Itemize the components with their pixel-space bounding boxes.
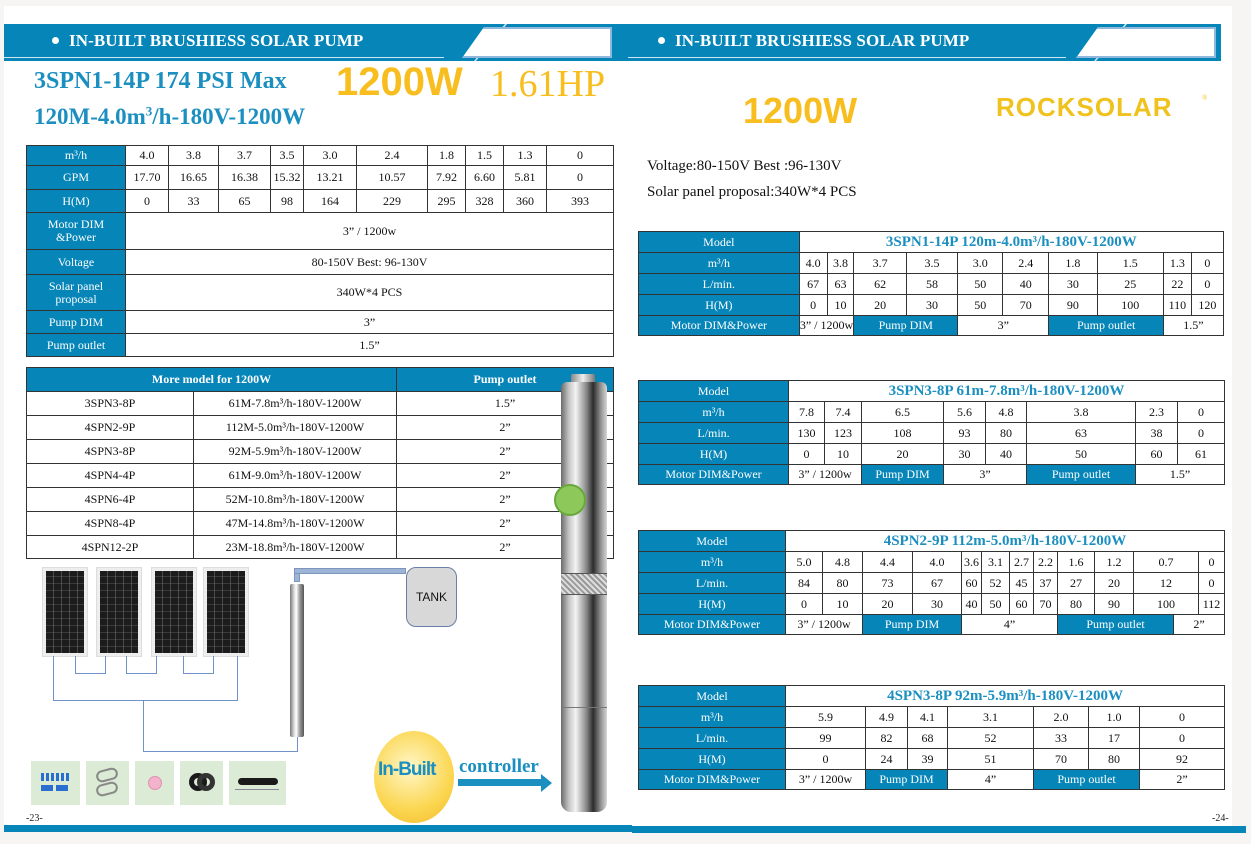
cell: 50 [958, 295, 1003, 316]
performance-table [26, 145, 614, 357]
spec-cell: 61M-9.0m³/h-180V-1200W [194, 464, 397, 488]
cell: 33 [1034, 728, 1089, 749]
motor-label: Motor DIM &Power [27, 213, 126, 250]
registered-mark: ® [1202, 94, 1208, 102]
cell: 2.2 [1034, 552, 1058, 573]
cell: 60 [1136, 444, 1178, 465]
cell: 2.0 [1034, 707, 1089, 728]
cell: 30 [1049, 274, 1097, 295]
cell: 3.5 [271, 146, 304, 166]
cell: 60 [1010, 594, 1034, 615]
pump-outlet-label: Pump outlet [1027, 465, 1136, 485]
cell: 67 [913, 573, 962, 594]
outlet-cell: 2” [397, 512, 614, 536]
cell: 0 [1199, 573, 1225, 594]
cell: 100 [1134, 594, 1199, 615]
cell: 2.3 [1136, 402, 1178, 423]
pump-dim-label: Pump DIM [863, 615, 962, 635]
arrow-icon [458, 779, 542, 786]
cell: 20 [854, 295, 907, 316]
cell: 17.70 [126, 166, 169, 190]
table-row [27, 488, 614, 512]
cell: 3.1 [948, 707, 1034, 728]
arrow-head-icon [541, 774, 552, 792]
cell: 7.4 [825, 402, 862, 423]
cell: 84 [786, 573, 823, 594]
solar-panel-icon [42, 567, 88, 657]
cell: 0 [786, 594, 823, 615]
model-label: Model [639, 686, 786, 707]
lmin-label: L/min. [639, 728, 786, 749]
cell: 0 [1178, 402, 1225, 423]
model-title: 3SPN1-14P 120m-4.0m³/h-180V-1200W [799, 232, 1223, 253]
cell: 10 [825, 444, 862, 465]
band-tab [462, 27, 612, 58]
wire [143, 701, 298, 752]
cell: 0 [547, 146, 614, 166]
cell: 51 [948, 749, 1034, 770]
motor-label: Motor DIM&Power [639, 465, 789, 485]
lmin-label: L/min. [639, 423, 789, 444]
cell: 61 [1178, 444, 1225, 465]
cell: 1.6 [1058, 552, 1095, 573]
pump-outlet-value: 2” [1174, 615, 1225, 635]
outlet-cell: 2” [397, 440, 614, 464]
model-cell: 4SPN4-4P [27, 464, 194, 488]
cell: 1.2 [1095, 552, 1134, 573]
cell: 229 [357, 190, 428, 213]
model-label: Model [639, 531, 786, 552]
cell: 67 [799, 274, 827, 295]
pump-dim-label: Pump DIM [854, 316, 958, 336]
cell: 0 [547, 166, 614, 190]
model-cell: 3SPN3-8P [27, 392, 194, 416]
cell: 80 [986, 423, 1027, 444]
pump-outlet-label: Pump outlet [1058, 615, 1174, 635]
pump-outlet-label: Pump outlet [27, 334, 126, 357]
cell: 20 [1095, 573, 1134, 594]
flow-row [27, 146, 614, 166]
band-tab [1076, 27, 1216, 58]
panel-label: Solar panel proposal [27, 275, 126, 311]
spec-sup: 3 [145, 103, 153, 119]
cell: 1.3 [504, 146, 547, 166]
voltage-value: 80-150V Best: 96-130V [126, 250, 614, 275]
cell: 0 [1178, 423, 1225, 444]
cell: 80 [823, 573, 863, 594]
table-row [27, 536, 614, 559]
cell: 93 [944, 423, 986, 444]
more-models-table [26, 367, 614, 559]
cell: 0 [1191, 253, 1223, 274]
flow-label: m³/h [639, 253, 800, 274]
page-number-left: -23- [26, 813, 43, 824]
cell: 15.32 [271, 166, 304, 190]
cell: 3.0 [958, 253, 1003, 274]
spec-cell: 92M-5.9m³/h-180V-1200W [194, 440, 397, 464]
lmin-label: L/min. [639, 573, 786, 594]
cell: 3.6 [962, 552, 982, 573]
cell: 3.7 [854, 253, 907, 274]
gpm-row [27, 166, 614, 190]
pump-dim-label: Pump DIM [862, 465, 944, 485]
model-spec-line [34, 104, 305, 130]
cell: 110 [1163, 295, 1191, 316]
panel-proposal-line: Solar panel proposal:340W*4 PCS [647, 184, 857, 200]
cell: 24 [866, 749, 908, 770]
cell: 4.4 [863, 552, 913, 573]
cell: 3.1 [982, 552, 1010, 573]
cell: 82 [866, 728, 908, 749]
more-models-title: More model for 1200W [27, 368, 397, 392]
cell: 7.92 [428, 166, 466, 190]
cell: 0 [786, 749, 866, 770]
cell: 16.65 [169, 166, 219, 190]
cell: 30 [944, 444, 986, 465]
left-header-title [52, 31, 363, 51]
pipe [294, 568, 406, 574]
cell: 4.8 [823, 552, 863, 573]
cell: 13.21 [304, 166, 357, 190]
cell: 50 [1027, 444, 1136, 465]
cell: 98 [271, 190, 304, 213]
cell: 5.9 [786, 707, 866, 728]
carabiner-clips-icon [86, 761, 129, 805]
cell: 3.5 [906, 253, 957, 274]
cell: 130 [789, 423, 825, 444]
lmin-label: L/min. [639, 274, 800, 295]
motor-label: Motor DIM&Power [639, 615, 786, 635]
table-row [27, 392, 614, 416]
page-number-right: -24- [1212, 813, 1229, 824]
cable-tie-tool-icon [229, 761, 286, 805]
table-row [27, 512, 614, 536]
cell: 22 [1163, 274, 1191, 295]
solar-panel-icon [203, 567, 249, 657]
pump-image [561, 382, 607, 812]
spec-cell: 47M-14.8m³/h-180V-1200W [194, 512, 397, 536]
cell: 20 [863, 594, 913, 615]
tank-label: TANK [415, 590, 448, 604]
left-footer-bar [4, 825, 632, 832]
model-cell: 4SPN2-9P [27, 416, 194, 440]
outlet-cell: 2” [397, 464, 614, 488]
cell: 393 [547, 190, 614, 213]
cell: 30 [913, 594, 962, 615]
motor-label: Motor DIM&Power [639, 316, 800, 336]
tank [406, 567, 457, 627]
cell: 2.7 [1010, 552, 1034, 573]
cell: 164 [304, 190, 357, 213]
right-header-band [628, 24, 1221, 61]
panel-row [27, 275, 614, 311]
flow-label: m³/h [639, 402, 789, 423]
cell: 90 [1095, 594, 1134, 615]
motor-value: 3” / 1200w [786, 615, 863, 635]
brand-logo: ROCKSOLAR [996, 92, 1173, 122]
spec-cell: 112M-5.0m³/h-180V-1200W [194, 416, 397, 440]
cell: 60 [962, 573, 982, 594]
cell: 3.8 [1027, 402, 1136, 423]
cell: 4.8 [986, 402, 1027, 423]
bullet-icon [52, 37, 59, 44]
cell: 25 [1097, 274, 1163, 295]
cell: 12 [1134, 573, 1199, 594]
controller-label: controller [459, 756, 539, 777]
cell: 63 [827, 274, 854, 295]
voltage-line: Voltage:80-150V Best :96-130V [647, 158, 842, 174]
cell: 45 [1010, 573, 1034, 594]
pump-dim-label: Pump DIM [866, 770, 948, 790]
spec-cell: 52M-10.8m³/h-180V-1200W [194, 488, 397, 512]
cell: 80 [1089, 749, 1140, 770]
right-power-watts: 1200W [743, 90, 858, 131]
head-label: H(M) [639, 444, 789, 465]
model-label: Model [639, 381, 789, 402]
flow-label: m³/h [639, 552, 786, 573]
pump-outlet-row [27, 334, 614, 357]
cell: 123 [825, 423, 862, 444]
cell: 3.0 [304, 146, 357, 166]
power-hp: 1.61HP [490, 63, 606, 105]
cell: 4.0 [126, 146, 169, 166]
cell: 1.0 [1089, 707, 1140, 728]
cell: 30 [906, 295, 957, 316]
cell: 40 [986, 444, 1027, 465]
more-models-header [27, 368, 614, 392]
cell: 112 [1199, 594, 1225, 615]
cell: 68 [908, 728, 948, 749]
pump-outlet-value: 1.5” [126, 334, 614, 357]
cell: 1.5 [466, 146, 504, 166]
model-title: 3SPN3-8P 61m-7.8m³/h-180V-1200W [789, 381, 1225, 402]
cell: 40 [1003, 274, 1049, 295]
panel-value: 340W*4 PCS [126, 275, 614, 311]
model-table-3spn1-14p [638, 231, 1224, 336]
head-label: H(M) [639, 295, 800, 316]
cell: 10 [823, 594, 863, 615]
bullet-icon [658, 37, 665, 44]
model-label: Model [639, 232, 800, 253]
cell: 37 [1034, 573, 1058, 594]
table-row [27, 440, 614, 464]
solar-panel-icon [151, 567, 197, 657]
motor-value: 3” / 1200w [126, 213, 614, 250]
pump-dim-label: Pump DIM [27, 311, 126, 334]
cell: 10.57 [357, 166, 428, 190]
model-cell: 4SPN6-4P [27, 488, 194, 512]
head-label: H(M) [639, 594, 786, 615]
cell: 1.8 [1049, 253, 1097, 274]
cell: 100 [1097, 295, 1163, 316]
cell: 6.5 [862, 402, 944, 423]
cell: 39 [908, 749, 948, 770]
cell: 1.8 [428, 146, 466, 166]
outlet-cell: 1.5” [397, 392, 614, 416]
mini-pump-icon [290, 584, 304, 737]
cell: 80 [1058, 594, 1095, 615]
certification-badge-icon [554, 484, 586, 516]
head-label: H(M) [639, 749, 786, 770]
pump-dim-value: 4” [948, 770, 1034, 790]
model-title: 4SPN3-8P 92m-5.9m³/h-180V-1200W [786, 686, 1225, 707]
tape-rolls-icon [180, 761, 223, 805]
cell: 120 [1191, 295, 1223, 316]
cell: 65 [219, 190, 271, 213]
cell: 6.60 [466, 166, 504, 190]
cell: 0 [1140, 707, 1225, 728]
motor-value: 3” / 1200w [799, 316, 854, 336]
cell: 70 [1034, 749, 1089, 770]
pump-dim-value: 3” [944, 465, 1027, 485]
cell: 40 [962, 594, 982, 615]
motor-value: 3” / 1200w [786, 770, 866, 790]
outlet-header: Pump outlet [397, 368, 614, 392]
cell: 17 [1089, 728, 1140, 749]
motor-value: 3” / 1200w [789, 465, 862, 485]
cell: 1.5 [1097, 253, 1163, 274]
cell: 295 [428, 190, 466, 213]
cell: 5.6 [944, 402, 986, 423]
outlet-cell: 2” [397, 416, 614, 440]
cell: 0.7 [1134, 552, 1199, 573]
model-cell: 4SPN3-8P [27, 440, 194, 464]
voltage-label: Voltage [27, 250, 126, 275]
left-header-band [4, 24, 628, 61]
spec-part-a: 120M-4.0m [34, 104, 146, 129]
model-headline: 3SPN1-14P 174 PSI Max [34, 68, 287, 94]
rubber-washer-icon [135, 761, 174, 805]
motor-row [27, 213, 614, 250]
pump-dim-value: 4” [962, 615, 1058, 635]
solar-panel-icon [96, 567, 142, 657]
cell: 63 [1027, 423, 1136, 444]
cell: 16.38 [219, 166, 271, 190]
spec-cell: 61M-7.8m³/h-180V-1200W [194, 392, 397, 416]
cell: 328 [466, 190, 504, 213]
cell: 90 [1049, 295, 1097, 316]
cell: 1.3 [1163, 253, 1191, 274]
pump-outlet-value: 1.5” [1136, 465, 1225, 485]
cell: 3.8 [169, 146, 219, 166]
head-label: H(M) [27, 190, 126, 213]
cell: 27 [1058, 573, 1095, 594]
pump-outlet-value: 1.5” [1163, 316, 1223, 336]
pump-intake-band [561, 573, 607, 595]
flow-label: m³/h [27, 146, 126, 166]
cell: 0 [799, 295, 827, 316]
cell: 2.4 [1003, 253, 1049, 274]
band-underline [628, 57, 1066, 58]
cell: 360 [504, 190, 547, 213]
cell: 0 [1140, 728, 1225, 749]
model-cell: 4SPN8-4P [27, 512, 194, 536]
cell: 2.4 [357, 146, 428, 166]
pump-dim-row [27, 311, 614, 334]
head-row [27, 190, 614, 213]
model-table-4spn3-8p [638, 685, 1225, 790]
cell: 3.7 [219, 146, 271, 166]
cell: 0 [1191, 274, 1223, 295]
cell: 50 [982, 594, 1010, 615]
cell: 50 [958, 274, 1003, 295]
cell: 4.0 [913, 552, 962, 573]
cell: 4.9 [866, 707, 908, 728]
wire [53, 656, 238, 701]
cell: 38 [1136, 423, 1178, 444]
cell: 99 [786, 728, 866, 749]
pump-outlet-label: Pump outlet [1034, 770, 1140, 790]
cell: 4.0 [799, 253, 827, 274]
spec-part-b: /h-180V-1200W [152, 104, 306, 129]
table-row [27, 464, 614, 488]
cell: 10 [827, 295, 854, 316]
cell: 70 [1003, 295, 1049, 316]
cell: 58 [906, 274, 957, 295]
pump-seam [561, 707, 607, 708]
pump-dim-value: 3” [126, 311, 614, 334]
inbuilt-label: In-Built [378, 759, 436, 780]
cell: 52 [948, 728, 1034, 749]
model-table-3spn3-8p [638, 380, 1225, 485]
power-watts: 1200W [336, 60, 463, 104]
spec-cell: 23M-18.8m³/h-180V-1200W [194, 536, 397, 559]
right-footer-bar [632, 826, 1246, 833]
model-cell: 4SPN12-2P [27, 536, 194, 559]
cell: 108 [862, 423, 944, 444]
pump-outlet-label: Pump outlet [1049, 316, 1164, 336]
band-underline [4, 57, 444, 58]
cell: 52 [982, 573, 1010, 594]
pump-dim-value: 3” [958, 316, 1049, 336]
cable-terminals-icon [31, 761, 80, 805]
right-header-text: IN-BUILT BRUSHIESS SOLAR PUMP [675, 31, 970, 50]
voltage-row [27, 250, 614, 275]
model-table-4spn2-9p [638, 530, 1225, 635]
outlet-cell: 2” [397, 536, 614, 559]
outlet-cell: 2” [397, 488, 614, 512]
cell: 20 [862, 444, 944, 465]
model-title: 4SPN2-9P 112m-5.0m³/h-180V-1200W [786, 531, 1225, 552]
cell: 5.81 [504, 166, 547, 190]
cell: 4.1 [908, 707, 948, 728]
cell: 92 [1140, 749, 1225, 770]
cell: 0 [1199, 552, 1225, 573]
cell: 33 [169, 190, 219, 213]
flow-label: m³/h [639, 707, 786, 728]
motor-label: Motor DIM&Power [639, 770, 786, 790]
cell: 73 [863, 573, 913, 594]
cell: 70 [1034, 594, 1058, 615]
pump-outlet-value: 2” [1140, 770, 1225, 790]
cell: 5.0 [786, 552, 823, 573]
cell: 7.8 [789, 402, 825, 423]
cell: 62 [854, 274, 907, 295]
cell: 3.8 [827, 253, 854, 274]
gpm-label: GPM [27, 166, 126, 190]
cell: 0 [789, 444, 825, 465]
right-header-title [658, 31, 969, 51]
left-header-text: IN-BUILT BRUSHIESS SOLAR PUMP [69, 31, 364, 50]
table-row [27, 416, 614, 440]
cell: 0 [126, 190, 169, 213]
